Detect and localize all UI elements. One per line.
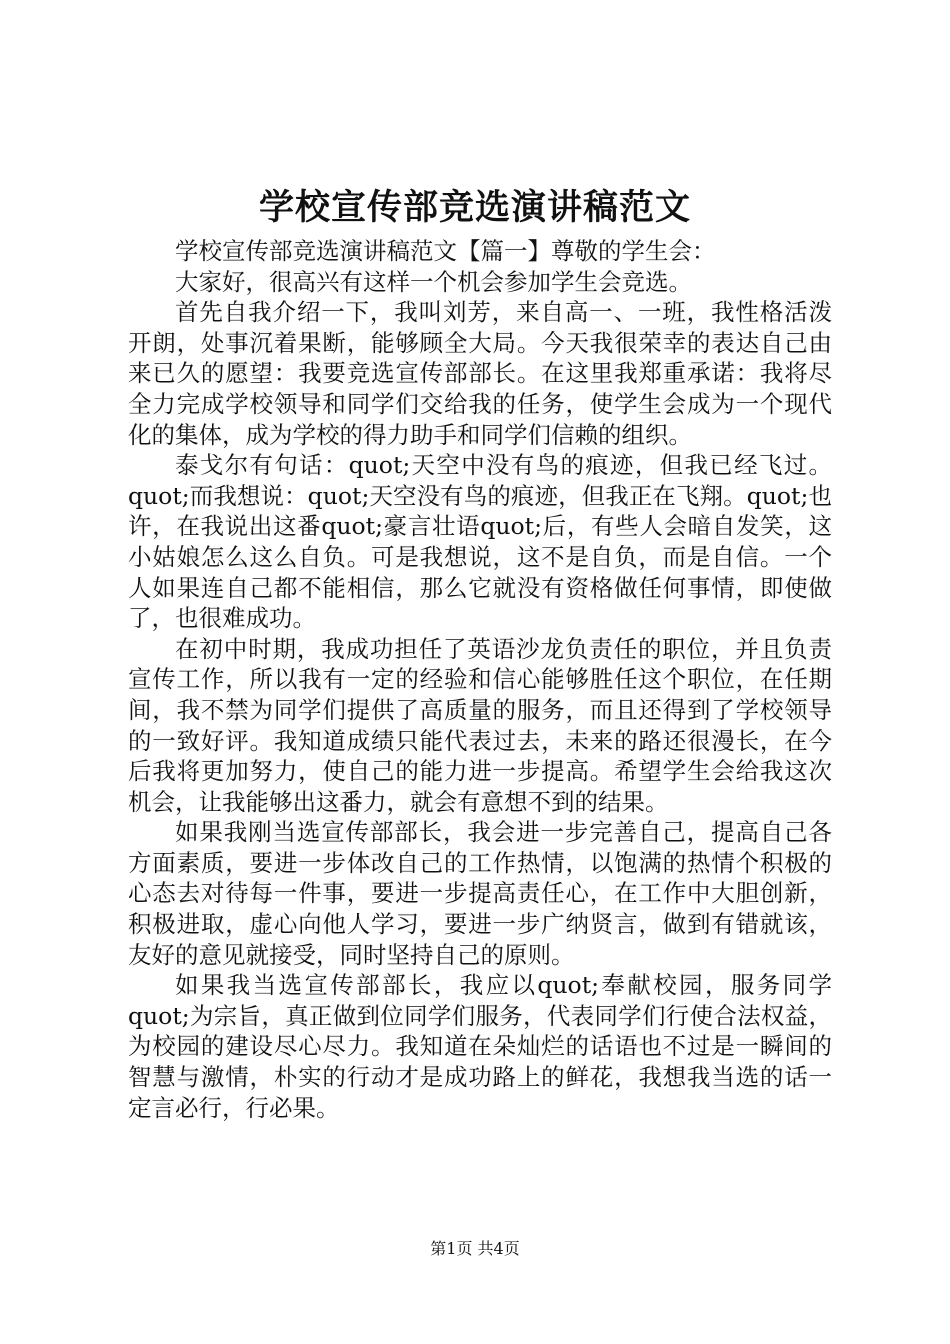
document-title: 学校宣传部竞选演讲稿范文 (258, 187, 691, 228)
paragraph-7: 如果我当选宣传部部长，我应以quot;奉献校园，服务同学quot;为宗旨，真正做到位同学们服务，代表同学们行使合法权益，为校园的建设尽心尽力。我知道在朵灿烂的话语也不过是一瞬间的智慧与激情，朴实的行动才是成功路上的鲜花，我想我当选的话一定言必行，行必果。 (128, 971, 832, 1122)
paragraph-4: 泰戈尔有句话：quot;天空中没有鸟的痕迹，但我已经飞过。quot;而我想说：quot;天空没有鸟的痕迹，但我正在飞翔。quot;也许，在我说出这番quot;豪言壮语quot;后，有些人会暗自发笑，这小姑娘怎么这么自负。可是我想说，这不是自负，而是自信。一个人如果连自己都不能相信，那么它就没有资格做任何事情，即使做了，也很难成功。 (128, 451, 832, 633)
paragraph-2: 大家好，很高兴有这样一个机会参加学生会竞选。 (175, 267, 692, 296)
paragraph-6: 如果我刚当选宣传部部长，我会进一步完善自己，提高自己各方面素质，要进一步体改自己的工作热情，以饱满的热情个积极的心态去对待每一件事，要进一步提高责任心，在工作中大胆创新，积极进取，虚心向他人学习，要进一步广纳贤言，做到有错就该，友好的意见就接受，同时坚持自己的原则。 (128, 818, 832, 969)
paragraph-5: 在初中时期，我成功担任了英语沙龙负责任的职位，并且负责宣传工作，所以我有一定的经验和信心能够胜任这个职位，在任期间，我不禁为同学们提供了高质量的服务，而且还得到了学校领导的一致好评。我知道成绩只能代表过去，未来的路还很漫长，在今后我将更加努力，使自己的能力进一步提高。希望学生会给我这次机会，让我能够出这番力，就会有意想不到的结果。 (128, 634, 832, 816)
document-body (128, 236, 832, 1123)
paragraph-1: 学校宣传部竞选演讲稿范文【篇一】尊敬的学生会： (175, 237, 716, 265)
paragraph-3: 首先自我介绍一下，我叫刘芳，来自高一、一班，我性格活泼开朗，处事沉着果断，能够顾全大局。今天我很荣幸的表达自己由来已久的愿望：我要竞选宣传部部长。在这里我郑重承诺：我将尽全力完成学校领导和同学们交给我的任务，使学生会成为一个现代化的集体，成为学校的得力助手和同学们信赖的组织。 (128, 298, 832, 449)
page-number-footer: 第1页 共4页 (430, 1239, 520, 1258)
